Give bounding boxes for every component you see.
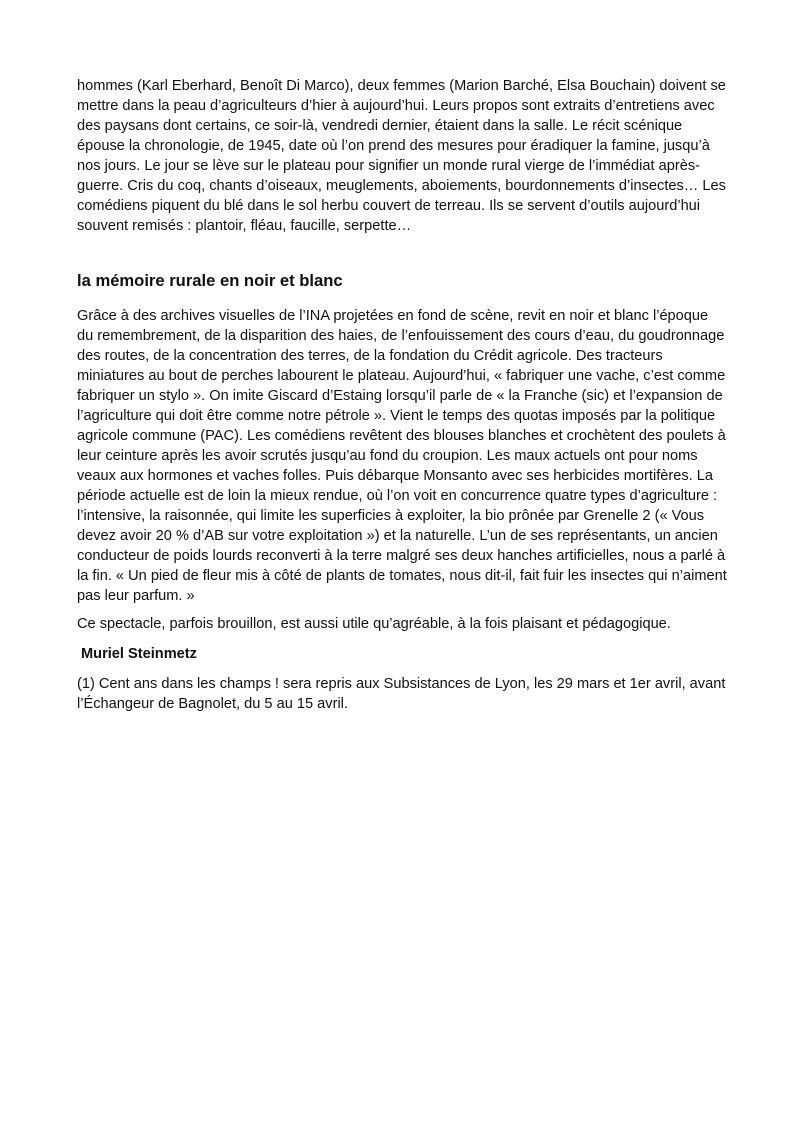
intro-paragraph: hommes (Karl Eberhard, Benoît Di Marco), deux femmes (Marion Barché, Elsa Bouchain) doivent se mettre dans la peau d’agriculteurs d’hier à aujourd’hui. Leurs propos sont extraits d’entretiens avec des paysans dont certains, ce soir-là, vendredi dernier, étaient dans la salle. Le récit scénique épouse la chronologie, de 1945, date où l’on prend des mesures pour éradiquer la famine, jusqu’à nos jours. Le jour se lève sur le plateau pour signifier un monde rural vierge de l’immédiat après-guerre. Cris du coq, chants d’oiseaux, meuglements, aboiements, bourdonnements d’insectes… Les comédiens piquent du blé dans le sol herbu couvert de terreau. Ils se servent d’outils aujourd’hui souvent remisés : plantoir, fléau, faucille, serpette…: [77, 78, 726, 234]
main-paragraph: Grâce à des archives visuelles de l’INA projetées en fond de scène, revit en noir et blanc l’époque du remembrement, de la disparition des haies, de l’enfouissement des cours d’eau, du goudronnage des routes, de la concentration des terres, de la fondation du Crédit agricole. Des tracteurs miniatures au bout de perches labourent le plateau. Aujourd’hui, « fabriquer une vache, c’est comme fabriquer un stylo ». On imite Giscard d’Estaing lorsqu’il parle de « la Franche (sic) et l’expansion de l’agriculture qui doit être comme notre pétrole ». Vient le temps des quotas imposés par la politique agricole commune (PAC). Les comédiens revêtent des blouses blanches et crochètent des poulets à leur ceinture après les avoir scrutés jusqu’au fond du croupion. Les maux actuels ont pour noms veaux aux hormones et vaches folles. Puis débarque Monsanto avec ses herbicides mortifères. La période actuelle est de loin la mieux rendue, où l’on voit en concurrence quatre types d’agriculture : l’intensive, la raisonnée, qui limite les superficies à exploiter, la bio prônée par Grenelle 2 (« Vous devez avoir 20 % d’AB sur votre exploitation ») et la naturelle. L’un de ses représentants, un ancien conducteur de poids lourds reconverti à la terre malgré ses deux hanches artificielles, nous a parlé à la fin. « Un pied de fleur mis à côté de plants de tomates, nous dit-il, fait fuir les insectes qui n’aiment pas leur parfum. »: [77, 308, 727, 604]
section-heading: la mémoire rurale en noir et blanc: [77, 271, 343, 290]
author-signature: Muriel Steinmetz: [81, 646, 197, 662]
article-body: [77, 76, 727, 714]
closing-paragraph: Ce spectacle, parfois brouillon, est aussi utile qu’agréable, à la fois plaisant et pédagogique.: [77, 616, 671, 632]
footnote: (1) Cent ans dans les champs ! sera repris aux Subsistances de Lyon, les 29 mars et 1er avril, avant l’Échangeur de Bagnolet, du 5 au 15 avril.: [77, 676, 726, 712]
